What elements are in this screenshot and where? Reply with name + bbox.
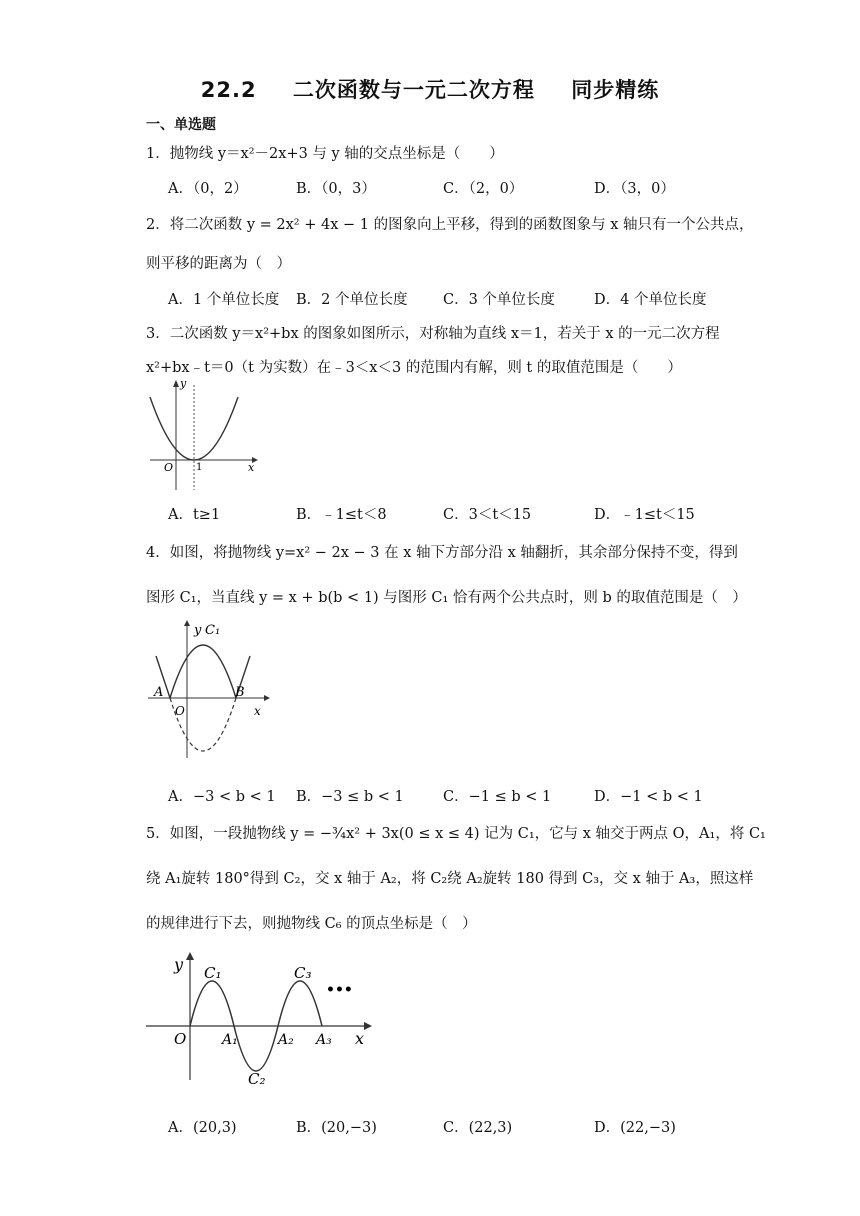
q1-option-d: D．（3，0） xyxy=(594,181,675,197)
q4-b-label: B xyxy=(235,685,245,700)
q3-option-c: C．3＜t＜15 xyxy=(443,507,532,523)
q5-a2-label: A₂ xyxy=(278,1032,294,1048)
q3-origin-label: O xyxy=(164,461,174,474)
title-sub: 同步精练 xyxy=(571,78,660,102)
q4-stem-line1: 4．如图，将抛物线 y=x² − 2x − 3 在 x 轴下方部分沿 x 轴翻折，其余部分保持不变，得到 xyxy=(146,545,738,561)
title-number: 22.2 xyxy=(200,78,257,102)
q3-x-label: x xyxy=(248,461,255,474)
q5-option-d: D．(22,−3) xyxy=(594,1120,676,1136)
q5-stem-line1: 5．如图，一段抛物线 y = −¾x² + 3x(0 ≤ x ≤ 4) 记为 C₁，它与 x 轴交于两点 O，A₁，将 C₁ xyxy=(146,826,766,842)
q2-option-a: A．1 个单位长度 xyxy=(168,292,280,308)
q3-option-b: B．﹣1≤t＜8 xyxy=(296,507,387,523)
q3-option-d: D．﹣1≤t＜15 xyxy=(594,507,695,523)
q1-stem: 1．抛物线 y＝x²－2x+3 与 y 轴的交点坐标是（ ） xyxy=(146,146,504,162)
q5-stem-line2: 绕 A₁旋转 180°得到 C₂，交 x 轴于 A₂，将 C₂绕 A₂旋转 180 得到 C₃，交 x 轴于 A₃，照这样 xyxy=(146,871,754,887)
q5-y-label: y xyxy=(174,955,184,974)
q5-a1-label: A₁ xyxy=(222,1032,238,1048)
q4-graph xyxy=(144,618,274,768)
q3-y-label: y xyxy=(180,377,187,390)
q5-c1-label: C₁ xyxy=(204,964,222,982)
q1-option-a: A．（0，2） xyxy=(168,181,248,197)
q5-continuation-dots: ••• xyxy=(326,982,353,998)
q2-option-b: B．2 个单位长度 xyxy=(296,292,408,308)
document-title xyxy=(0,74,860,104)
q1-option-c: C．（2，0） xyxy=(443,181,524,197)
q3-graph xyxy=(140,375,260,495)
q5-option-c: C．(22,3) xyxy=(443,1120,513,1136)
q5-a3-label: A₃ xyxy=(316,1032,332,1048)
q3-stem-line1: 3．二次函数 y＝x²+bx 的图象如图所示，对称轴为直线 x＝1，若关于 x 的一元二次方程 xyxy=(146,326,720,342)
q4-y-label: y xyxy=(194,623,202,638)
q5-x-label: x xyxy=(355,1029,365,1048)
q2-option-d: D．4 个单位长度 xyxy=(594,292,707,308)
q4-option-d: D．−1 < b < 1 xyxy=(594,789,703,805)
q5-option-a: A．(20,3) xyxy=(168,1120,237,1136)
q5-graph xyxy=(144,950,384,1090)
q5-c2-label: C₂ xyxy=(248,1070,266,1088)
q5-stem-line3: 的规律进行下去，则抛物线 C₆ 的顶点坐标是（ ） xyxy=(146,916,477,932)
q5-c3-label: C₃ xyxy=(294,964,312,982)
q4-origin-label: O xyxy=(175,704,185,718)
q2-stem-line2: 则平移的距离为（ ） xyxy=(146,256,291,272)
q4-option-a: A．−3 < b < 1 xyxy=(168,789,276,805)
q4-option-b: B．−3 ≤ b < 1 xyxy=(296,789,404,805)
section-heading: 一、单选题 xyxy=(146,117,216,133)
q4-a-label: A xyxy=(154,685,164,700)
q2-option-c: C．3 个单位长度 xyxy=(443,292,555,308)
q4-x-label: x xyxy=(254,704,261,718)
q5-origin-label: O xyxy=(174,1030,187,1048)
title-main: 二次函数与一元二次方程 xyxy=(292,78,535,102)
q1-option-b: B．（0，3） xyxy=(296,181,376,197)
q5-option-b: B．(20,−3) xyxy=(296,1120,377,1136)
q4-c1-label: C₁ xyxy=(205,623,221,638)
q2-stem-line1: 2．将二次函数 y = 2x² + 4x − 1 的图象向上平移，得到的函数图象与 x 轴只有一个公共点， xyxy=(146,217,754,233)
q4-option-c: C．−1 ≤ b < 1 xyxy=(443,789,552,805)
q4-stem-line2: 图形 C₁，当直线 y = x + b(b < 1) 与图形 C₁ 恰有两个公共点时，则 b 的取值范围是（ ） xyxy=(146,590,747,606)
q3-stem-line2: x²+bx﹣t＝0（t 为实数）在﹣3＜x＜3 的范围内有解，则 t 的取值范围是（ ） xyxy=(146,360,682,376)
q3-option-a: A．t≥1 xyxy=(168,507,221,523)
q3-one-label: 1 xyxy=(196,462,203,473)
